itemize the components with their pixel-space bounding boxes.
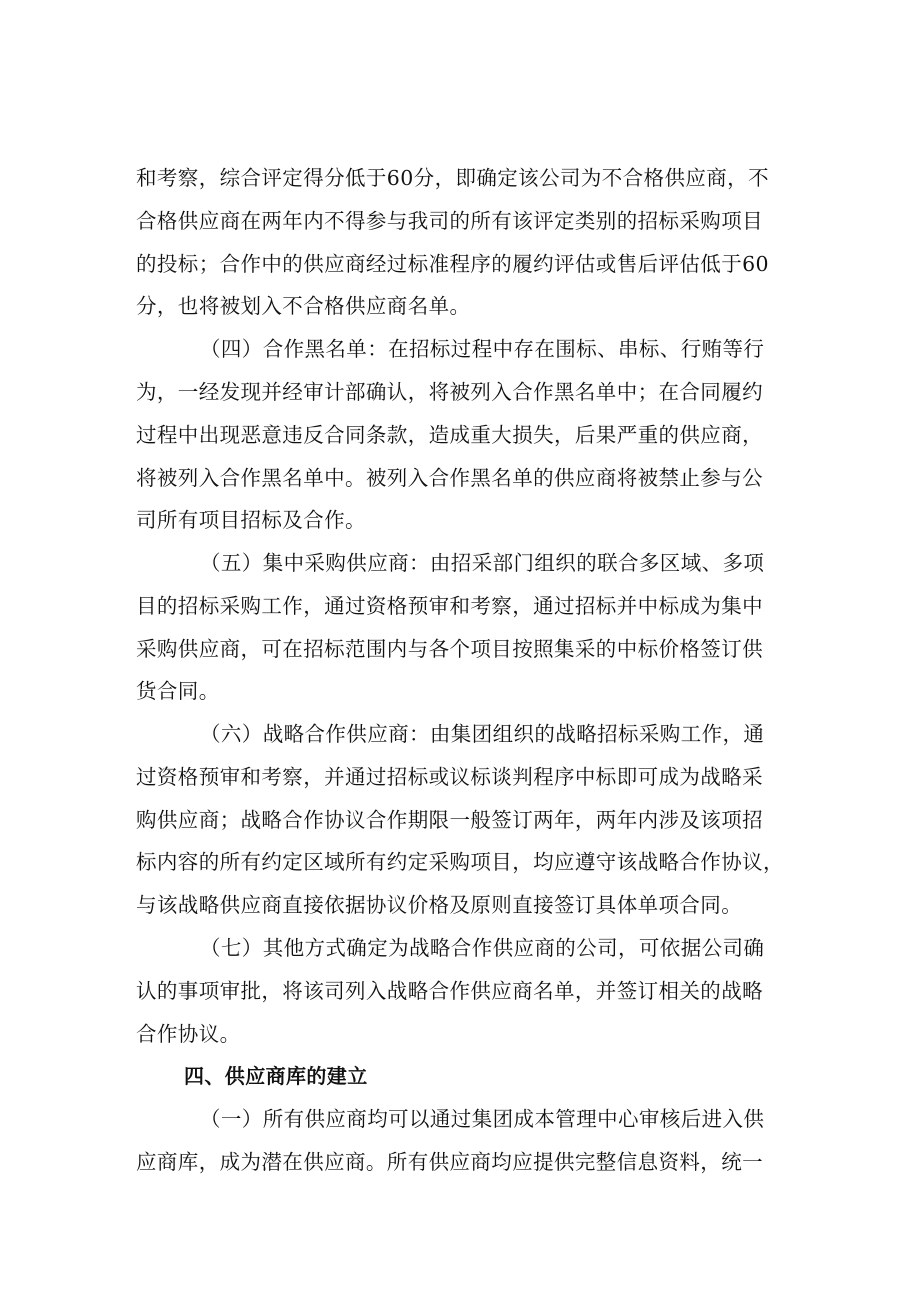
paragraph-line: 过资格预审和考察，并通过招标或议标谈判程序中标即可成为战略采 <box>136 765 763 789</box>
paragraph-line: 与该战略供应商直接依据协议价格及原则直接签订具体单项合同。 <box>136 893 743 917</box>
paragraph-line: （五）集中采购供应商：由招采部门组织的联合多区域、多项 <box>200 551 765 575</box>
paragraph-line: （四）合作黑名单：在招标过程中存在围标、串标、行贿等行 <box>200 337 765 361</box>
paragraph-line: 认的事项审批，将该司列入战略合作供应商名单，并签订相关的战略 <box>136 979 763 1003</box>
paragraph-line: 和考察，综合评定得分低于60分，即确定该公司为不合格供应商，不 <box>136 166 769 190</box>
paragraph-line: 合作协议。 <box>136 1022 241 1046</box>
paragraph-line: （一）所有供应商均可以通过集团成本管理中心审核后进入供 <box>200 1107 765 1131</box>
paragraph-line: 采购供应商，可在招标范围内与各个项目按照集采的中标价格签订供 <box>136 637 763 661</box>
paragraph-line: 目的招标采购工作，通过资格预审和考察，通过招标并中标成为集中 <box>136 594 763 618</box>
paragraph-line: 货合同。 <box>136 679 220 703</box>
paragraph-line: 标内容的所有约定区域所有约定采购项目，均应遵守该战略合作协议， <box>136 850 784 874</box>
paragraph-line: 合格供应商在两年内不得参与我司的所有该评定类别的招标采购项目 <box>136 209 763 233</box>
paragraph-line: 的投标；合作中的供应商经过标准程序的履约评估或售后评估低于60 <box>136 252 769 276</box>
paragraph-line: 购供应商；战略合作协议合作期限一般签订两年，两年内涉及该项招 <box>136 808 763 832</box>
paragraph-line: （七）其他方式确定为战略合作供应商的公司，可依据公司确 <box>200 936 765 960</box>
paragraph-line: 分，也将被划入不合格供应商名单。 <box>136 294 471 318</box>
paragraph-line: 应商库，成为潜在供应商。所有供应商均应提供完整信息资料，统一 <box>136 1150 763 1174</box>
section-heading: 四、供应商库的建立 <box>184 1064 368 1088</box>
paragraph-line: 过程中出现恶意违反合同条款，造成重大损失，后果严重的供应商， <box>136 423 763 447</box>
paragraph-line: 为，一经发现并经审计部确认，将被列入合作黑名单中；在合同履约 <box>136 380 763 404</box>
paragraph-line: 司所有项目招标及合作。 <box>136 508 366 532</box>
paragraph-line: 将被列入合作黑名单中。被列入合作黑名单的供应商将被禁止参与公 <box>136 466 763 490</box>
paragraph-line: （六）战略合作供应商：由集团组织的战略招标采购工作，通 <box>200 722 765 746</box>
